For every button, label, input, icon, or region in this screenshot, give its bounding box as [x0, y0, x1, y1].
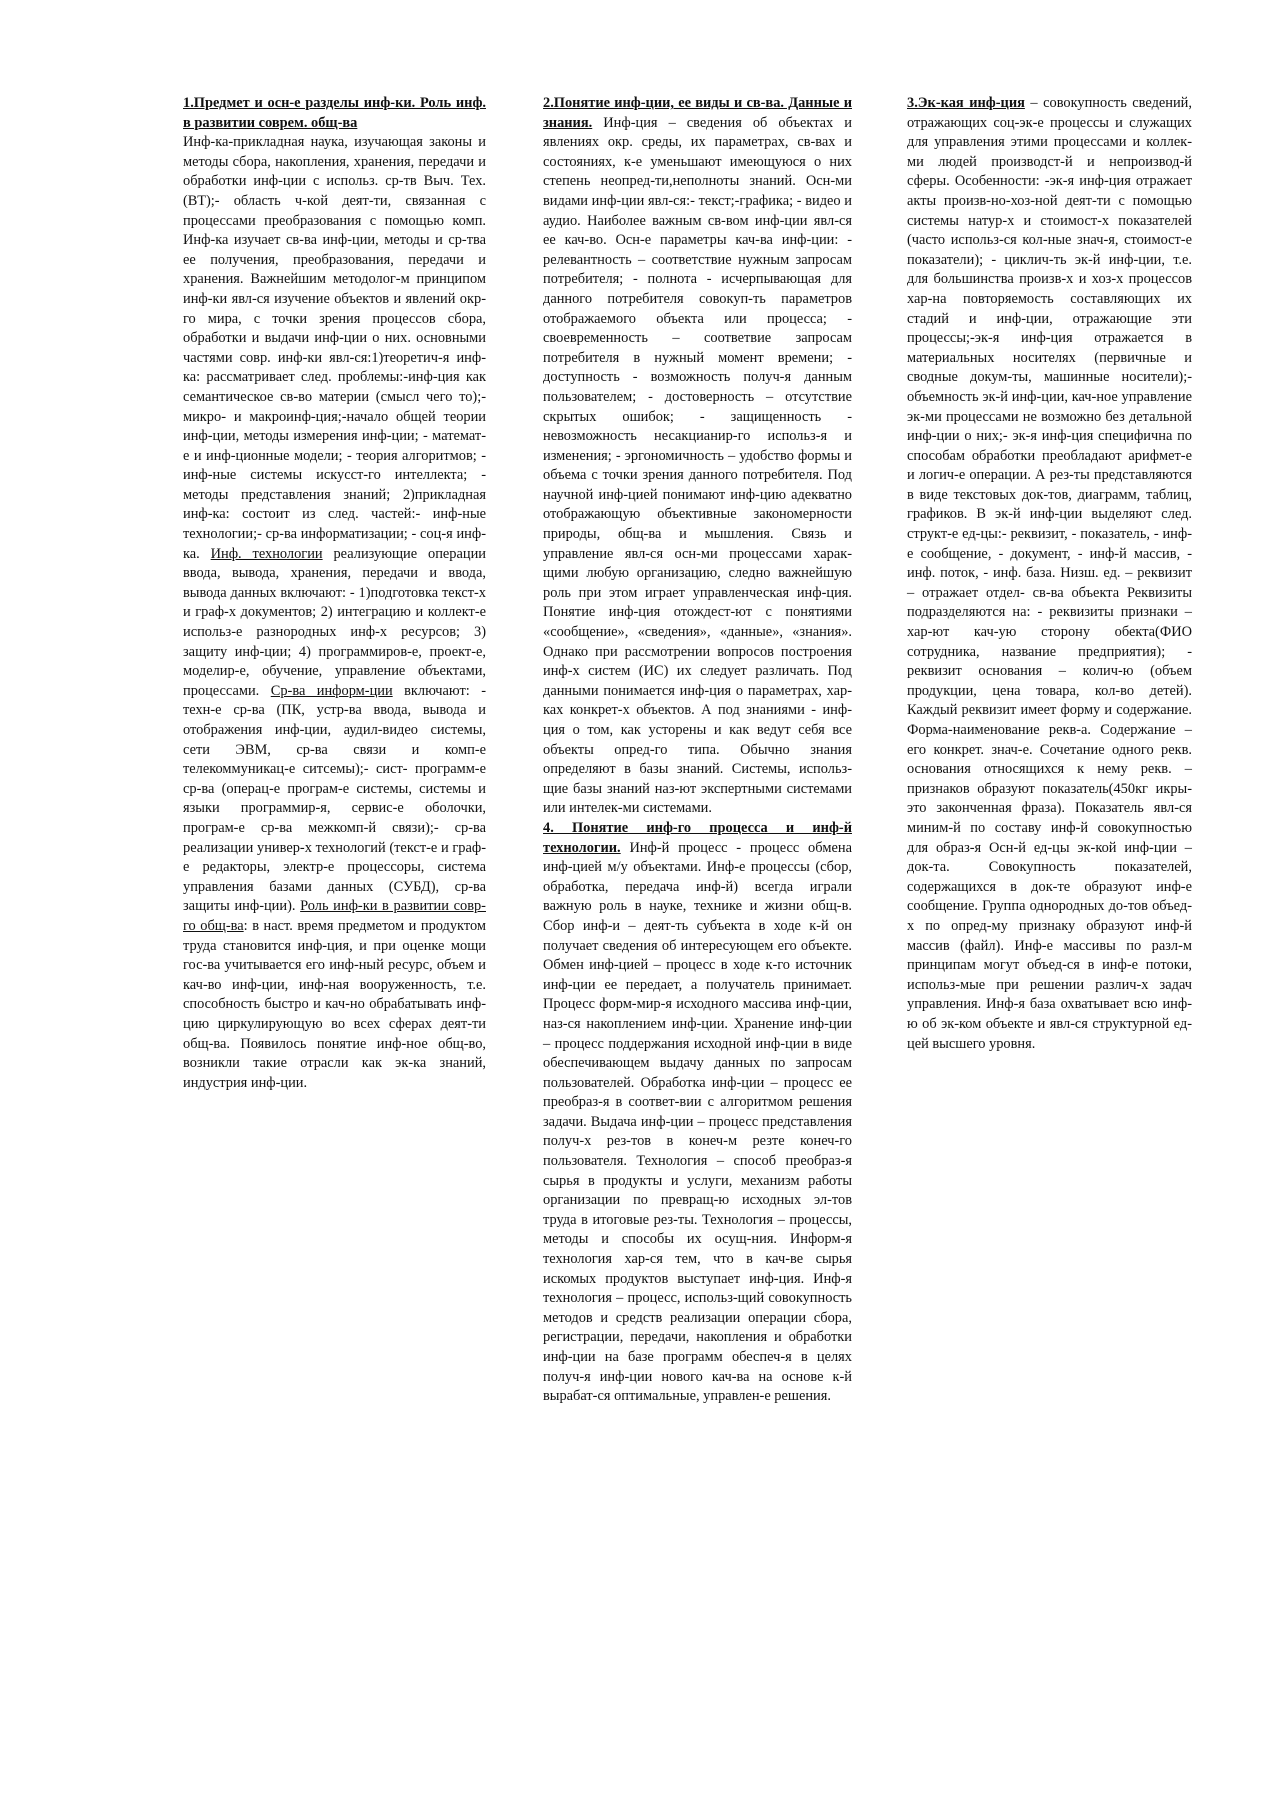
column-3 [907, 94, 1192, 1054]
section-3 [907, 94, 1192, 1054]
section-1-text-2: реализующие операции ввода, вывода, хранения, передачи и ввода, вывода данных включают: - 1)подготовка текст-х и граф-х документов; 2) интеграцию и коллект-е использ-е разнородных инф-х ресурсов; 3) защиту инф-ции; 4) программиров-е, проект-е, моделир-е, обучение, управление объектами, процессами. [183, 545, 486, 699]
section-2-heading: 2.Понятие инф-ции, ее виды и св-ва. Данные и знания. [543, 95, 852, 131]
section-1-term-info-tech: Инф. технологии [210, 545, 323, 562]
section-4-heading: 4. Понятие инф-го процесса и инф-й технологии. [543, 819, 852, 856]
section-1 [183, 94, 486, 1093]
column-1 [183, 94, 486, 1093]
section-1-text-3: включают: - техн-е ср-ва (ПК, устр-ва ввода, вывода и отображения инф-ции, аудил-видео системы, сети ЭВМ, ср-ва связи и комп-е телекоммуникац-е ситсемы);- сист- программ-е ср-ва (операц-е програм-е системы, системы и языки программир-я, сервис-е оболочки, програм-е ср-ва межкомп-й связи);- ср-ва реализации универ-х технологий (текст-е и граф-е редакторы, электр-е процессоры, система управления базами данных (СУБД), ср-ва защиты инф-ции). [183, 682, 486, 915]
section-3-text: – совокупность сведений, отражающих соц-эк-е процессы и служащих для управления этими процессами и коллек-ми людей производст-й и непроизвод-й сферы. Особенности: -эк-я инф-ция отражает акты произв-но-хоз-ной деят-ти с помощью системы натур-х и стоимост-х показателей (часто использ-ся кол-ные знач-я, стоимост-е показатели); - циклич-ть эк-й инф-ции, т.е. для большинства произв-х и хоз-х процессов хар-на повторяемость составляющих их стадий и инф-ции, отражающие эти процессы;-эк-я инф-ция отражается в материальных носителях (первичные и сводные докум-ты, машинные носители);- объемность эк-й инф-ции, кач-ное управление эк-ми процессами не возможно без детальной инф-ции о них;- эк-я инф-ция специфична по способам обработки преобладают арифмет-е и логич-е операции. А рез-ты представляются в виде текстовых док-тов, диаграмм, таблиц, графиков. В эк-й инф-ции выделяют след. структ-е ед-цы:- реквизит, - показатель, - инф-е сообщение, - документ, - инф-й массив, - инф. поток, - инф. база. Низш. ед. – реквизит – отражает отдел- св-ва объекта Реквизиты подразделяются на: - реквизиты признаки – хар-ют кач-ую сторону обекта(ФИО сотрудника, название предприятия); - реквизит основания – колич-ю (объем продукции, цена товара, кол-во детей). Каждый реквизит имеет форму и содержание. Форма-наименование рекв-а. Содержание – его конкрет. знач-е. Сочетание одного рекв. основания относящихся к нему рекв. – признаков образуют показатель(450кг икры-это законченная фраза). Показатель явл-ся миним-й по составу инф-й совокупностью для образ-я Осн-й ед-цы эк-кой инф-ции – док-та. Совокупность показателей, содержащихся в док-те образуют инф-е сообщение. Группа однородных до-тов объед-х по опред-му признаку образуют инф-й массив (файл). Инф-е массивы по разл-м принципам могут объед-ся в инф-е потоки, использ-мые при решении различ-х задач управления. Инф-я база охватывает всю инф-ю об эк-ком объекте и явл-ся структурной ед-цей высшего уровня. [907, 95, 1192, 1052]
column-2 [543, 94, 852, 1407]
section-1-text-4: : в наст. время предметом и продуктом труда становится инф-ция, и при оценке мощи гос-ва учитывается его инф-ный ресурс, объем и кач-во инф-ции, инф-ная вооруженность, т.е. способность быстро и кач-но обрабатывать инф-цию циркулирующую во всех сферах деят-ти общ-ва. Появилось понятие инф-ное общ-во, возникли такие отрасли как эк-ка знаний, индустрия инф-ции. [183, 917, 486, 1091]
section-4 [543, 819, 852, 1407]
section-1-term-info-tools: Ср-ва информ-ции [270, 682, 393, 699]
section-1-term-role: Роль инф-ки в развитии совр-го общ-ва [183, 898, 486, 934]
section-2-text: Инф-ция – сведения об объектах и явлениях окр. среды, их параметрах, св-вах и состояниях, к-е уменьшают имеющуюся о них степень неопред-ти,неполноты знаний. Осн-ми видами инф-ции явл-ся:- текст;-графика; - видео и аудио. Наиболее важным св-вом инф-ции явл-ся ее кач-во. Осн-е параметры кач-ва инф-ции: - релевантность – соответствие нужным запросам потребителя; - полнота - исчерпывающая для данного потребителя совокуп-ть параметров отображаемого объекта или процесса; - своевременность – соответвие запросам потребителя в нужный момент времени; - доступность - возможность получ-я данным пользователем; - достоверность – отсутствие скрытых ошибок; - защищенность - невозможность несакцианир-го использ-я и изменения; - эргономичность – удобство формы и объема с точки зрения данного потребителя. Под научной инф-цией понимают инф-цию адекватно отображающую объективные закономерности природы, общ-ва и мышления. Связь и управление явл-ся осн-ми процессами харак-щими любую организацию, следно важнейшую роль при этом играет управленческая инф-ция. Понятие инф-ция отождест-ют с понятиями «сообщение», «сведения», «данные», «знания». Однако при рассмотрении вопросов построения инф-х систем (ИС) их следует различать. Под данными понимается инф-ция о параметрах, хар-ках конкрет-х объектов. А под знаниями - инф-ция о том, как усторены и как ведут себя все объекты опред-го типа. Обычно знания определяют в базы знаний. Системы, использ-щие базы знаний наз-ют экспертными системами или интелек-ми системами. [543, 114, 852, 817]
section-3-heading: 3.Эк-кая инф-ция [907, 95, 1025, 111]
section-1-text: Инф-ка-прикладная наука, изучающая законы и методы сбора, накопления, хранения, передачи и обработки инф-ции с использ. ср-тв Выч. Тех.(ВТ);- область ч-кой деят-ти, связанная с процессами преобразования с помощью комп. Инф-ка изучает св-ва инф-ции, методы и ср-тва ее получения, преобразования, передачи и хранения. Важнейшим методолог-м принципом инф-ки явл-ся изучение объектов и явлений окр-го мира, с точки зрения процессов сбора, обработки и выдачи инф-ции о них. основными частями совр. инф-ки явл-ся:1)теоретич-я инф-ка: рассматривает след. проблемы:-инф-ция как семантическое св-во материи (смысл чего то);- микро- и макроинф-ция;-начало общей теории инф-ции, методы измерения инф-ции; - математ-е и инф-ционные модели; - теория алгоритмов; - инф-ные системы искусст-го интеллекта; - методы представления знаний; 2)прикладная инф-ка: состоит из след. частей:- инф-ные технологии;- ср-ва информатизации; - соц-я инф-ка. [183, 134, 486, 562]
section-1-heading: 1.Предмет и осн-е разделы инф-ки. Роль инф. в развитии соврем. общ-ва [183, 95, 486, 131]
section-4-text: Инф-й процесс - процесс обмена инф-цией м/у объектами. Инф-е процессы (сбор, обработка, передача инф-й) всегда играли важную роль в науке, технике и жизни общ-в. Сбор инф-и – деят-ть субъекта в ходе к-й он получает сведения об интересующем его объекте. Обмен инф-цией – процесс в ходе к-го источник инф-ции ее передает, а получатель принимает. Процесс форм-мир-я исходного массива инф-ции, наз-ся накоплением инф-ции. Хранение инф-ции – процесс поддержания исходной инф-ции в виде обеспечивающем выдачу данных по запросам пользователей. Обработка инф-ции – процесс ее преобраз-я в соответ-вии с алгоритмом решения задачи. Выдача инф-ции – процесс представления получ-х рез-тов в конеч-м резте конеч-го пользователя. Технология – способ преобраз-я сырья в продукты и услуги, механизм работы организации по превращ-ю исходных эл-тов труда в итоговые рез-ты. Технология – процессы, методы и способы их осущ-ния. Информ-я технология хар-ся тем, что в кач-ве сырья искомых продуктов выступает инф-ция. Инф-я технология – процесс, использ-щий совокупность методов и средств реализации операции сбора, регистрации, передачи, накопления и обработки инф-ции на базе программ обеспеч-я в целях получ-я инф-ции нового кач-ва на основе к-й вырабат-ся оптимальные, управлен-е решения. [543, 839, 852, 1405]
section-2 [543, 94, 852, 819]
